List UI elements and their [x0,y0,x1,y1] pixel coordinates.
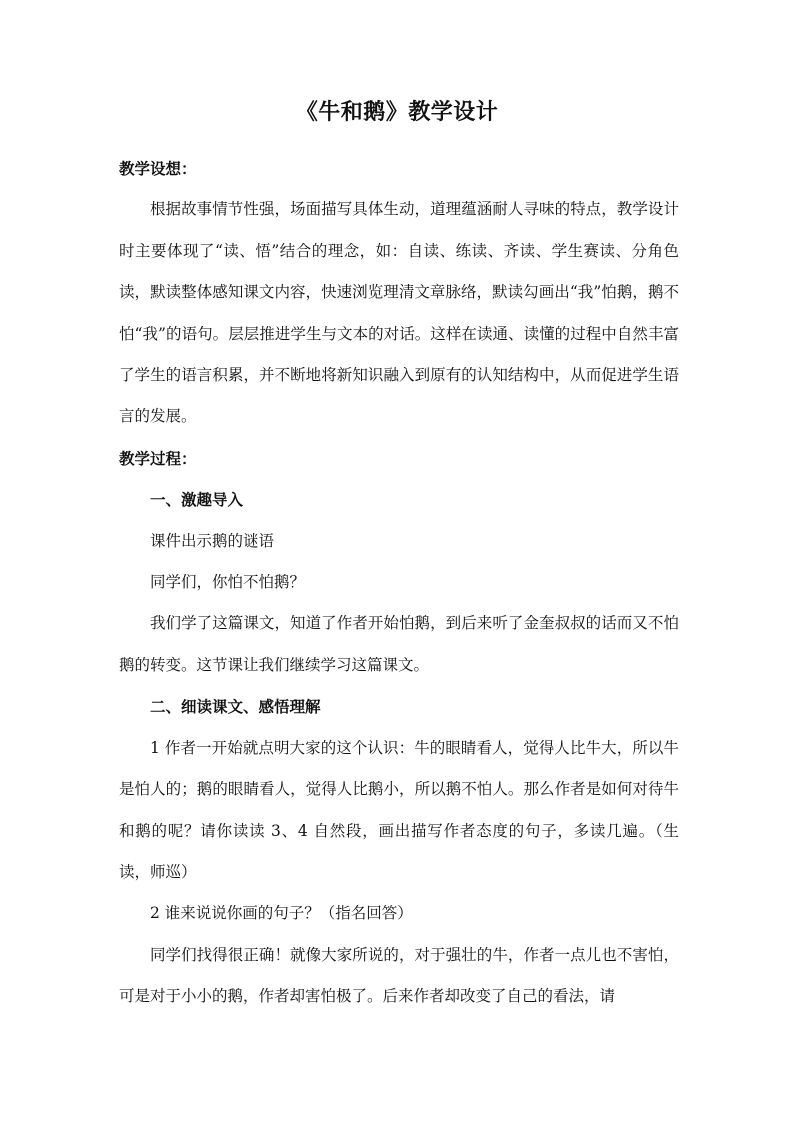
part1-line-3: 我们学了这篇课文，知道了作者开始怕鹅，到后来听了金奎叔叔的话而又不怕鹅的转变。这节课让我们继续学习这篇课文。 [119,614,679,674]
part1-heading: 一、激趣导入 [150,490,244,510]
part1-line-1: 课件出示鹅的谜语 [150,531,275,550]
part2-line-2: 2 谁来说说你画的句子？（指名回答） [150,904,413,923]
concept-paragraph: 根据故事情节性强，场面描写具体生动，道理蕴涵耐人寻味的特点，教学设计时主要体现了“读、悟”结合的理念，如：自读、练读、齐读、学生赛读、分角色读，默读整体感知课文内容，快速浏览理清文章脉络，默读勾画出“我”怕鹅，鹅不怕“我”的语句。层层推进学生与文本的对话。这样在读通、读懂的过程中自然丰富了学生的语言积累，并不断地将新知识融入到原有的认知结构中，从而促进学生语言的发展。 [119,200,679,426]
process-heading: 教学过程： [119,448,197,468]
part2-heading: 二、细读课文、感悟理解 [150,697,321,717]
document-body [119,148,679,1018]
concept-heading: 教学设想： [119,159,197,178]
document-title: 《牛和鹅》教学设计 [295,99,499,125]
part2-line-3: 同学们找得很正确！就像大家所说的，对于强壮的牛，作者一点儿也不害怕，可是对于小小的鹅，作者却害怕极了。后来作者却改变了自己的看法，请 [119,945,679,1006]
part2-line-1: 1 作者一开始就点明大家的这个认识：牛的眼睛看人，觉得人比牛大，所以牛是怕人的；鹅的眼睛看人，觉得人比鹅小，所以鹅不怕人。那么作者是如何对待牛和鹅的呢？请你读读 3、4 自然段，画出描写作者态度的句子，多读几遍。（生读，师巡） [119,738,679,881]
part1-line-2: 同学们，你怕不怕鹅？ [150,573,306,592]
